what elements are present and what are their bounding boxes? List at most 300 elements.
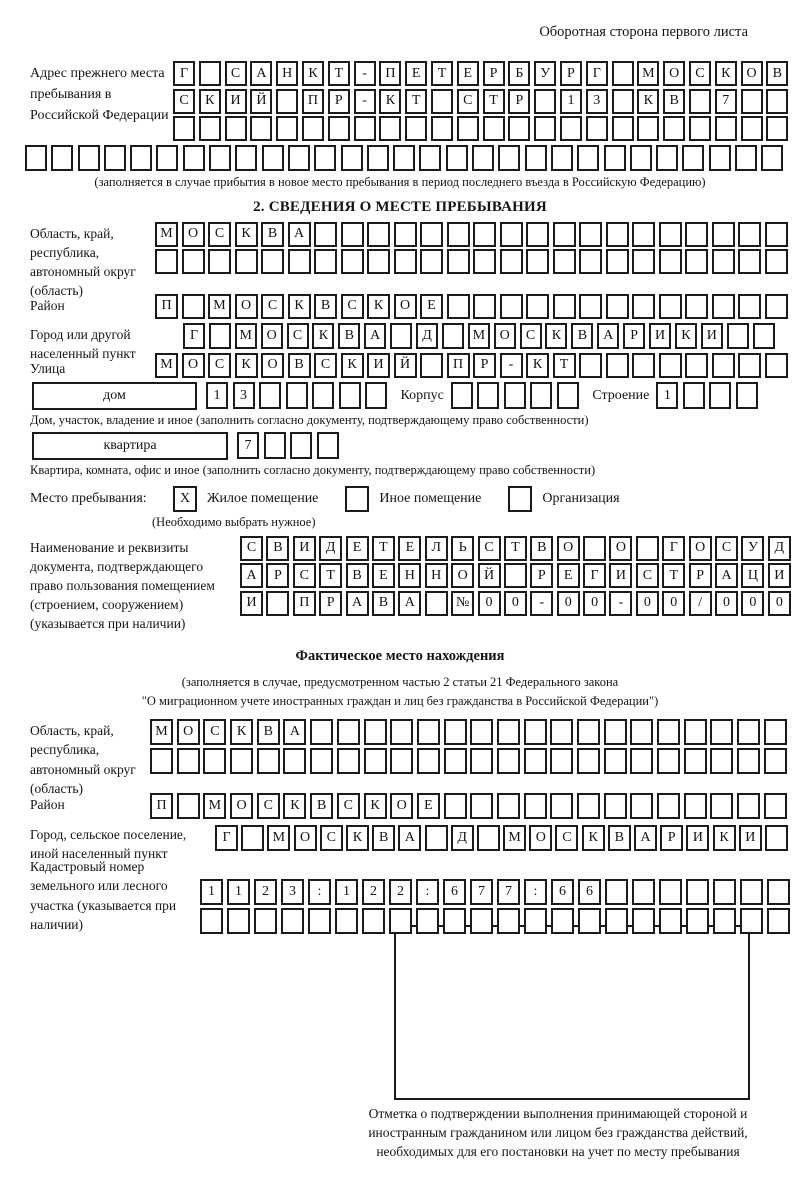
char-box[interactable]: Р — [319, 591, 342, 616]
char-box[interactable]: С — [320, 825, 343, 851]
char-box[interactable] — [314, 222, 337, 247]
char-box[interactable]: С — [689, 61, 711, 86]
char-box[interactable] — [712, 249, 735, 274]
char-box[interactable]: Д — [768, 536, 791, 561]
char-box[interactable]: О — [261, 323, 283, 349]
char-box[interactable] — [715, 116, 737, 141]
char-box[interactable]: К — [235, 222, 258, 247]
char-box[interactable] — [577, 145, 599, 171]
char-box[interactable]: В — [266, 536, 289, 561]
char-box[interactable]: О — [261, 353, 284, 378]
char-box[interactable] — [553, 249, 576, 274]
char-box[interactable]: Р — [560, 61, 582, 86]
char-box[interactable]: И — [225, 89, 247, 114]
char-box[interactable]: О — [663, 61, 685, 86]
char-box[interactable]: О — [689, 536, 712, 561]
char-box[interactable]: В — [571, 323, 593, 349]
char-box[interactable]: / — [689, 591, 712, 616]
char-box[interactable] — [764, 793, 787, 819]
char-box[interactable]: О — [294, 825, 317, 851]
char-box[interactable] — [425, 825, 448, 851]
char-box[interactable] — [51, 145, 73, 171]
char-box[interactable]: В — [608, 825, 631, 851]
char-box[interactable] — [710, 748, 733, 774]
char-box[interactable]: Т — [483, 89, 505, 114]
char-box[interactable]: Г — [586, 61, 608, 86]
char-box[interactable] — [500, 249, 523, 274]
char-box[interactable] — [504, 382, 526, 409]
char-box[interactable]: С — [636, 563, 659, 588]
char-box[interactable] — [551, 908, 574, 934]
char-box[interactable]: О — [609, 536, 632, 561]
char-box[interactable] — [367, 145, 389, 171]
char-box[interactable] — [328, 116, 350, 141]
char-box[interactable] — [182, 294, 205, 319]
char-box[interactable]: С — [287, 323, 309, 349]
char-box[interactable] — [314, 249, 337, 274]
char-box[interactable]: С — [337, 793, 360, 819]
char-box[interactable] — [741, 89, 763, 114]
char-box[interactable] — [283, 748, 306, 774]
char-box[interactable]: Й — [250, 89, 272, 114]
char-box[interactable] — [425, 591, 448, 616]
char-box[interactable]: В — [530, 536, 553, 561]
char-box[interactable] — [173, 116, 195, 141]
char-box[interactable] — [420, 353, 443, 378]
char-box[interactable]: Д — [319, 536, 342, 561]
char-box[interactable]: А — [346, 591, 369, 616]
char-box[interactable]: 1 — [227, 879, 250, 905]
char-box[interactable]: В — [314, 294, 337, 319]
char-box[interactable]: Г — [583, 563, 606, 588]
char-box[interactable]: О — [741, 61, 763, 86]
char-box[interactable]: К — [582, 825, 605, 851]
char-box[interactable]: А — [715, 563, 738, 588]
char-box[interactable]: П — [155, 294, 178, 319]
char-box[interactable]: 6 — [551, 879, 574, 905]
char-box[interactable] — [473, 222, 496, 247]
char-box[interactable]: 7 — [497, 879, 520, 905]
char-box[interactable] — [761, 145, 783, 171]
char-box[interactable] — [419, 145, 441, 171]
char-box[interactable]: Т — [372, 536, 395, 561]
char-box[interactable] — [477, 382, 499, 409]
char-box[interactable] — [104, 145, 126, 171]
char-box[interactable] — [25, 145, 47, 171]
char-box[interactable]: В — [257, 719, 280, 745]
char-box[interactable] — [470, 719, 493, 745]
char-box[interactable] — [712, 294, 735, 319]
char-box[interactable]: 1 — [335, 879, 358, 905]
char-box[interactable] — [560, 116, 582, 141]
char-box[interactable]: 1 — [200, 879, 223, 905]
char-box[interactable]: К — [715, 61, 737, 86]
char-box[interactable]: Т — [431, 61, 453, 86]
char-box[interactable] — [765, 222, 788, 247]
char-box[interactable]: М — [155, 222, 178, 247]
char-box[interactable] — [632, 908, 655, 934]
char-box[interactable]: Г — [173, 61, 195, 86]
char-box[interactable] — [337, 748, 360, 774]
char-box[interactable] — [604, 719, 627, 745]
char-box[interactable]: С — [225, 61, 247, 86]
char-box[interactable]: С — [261, 294, 284, 319]
char-box[interactable]: О — [230, 793, 253, 819]
char-box[interactable] — [657, 793, 680, 819]
char-box[interactable] — [367, 222, 390, 247]
char-box[interactable] — [765, 294, 788, 319]
char-box[interactable] — [524, 719, 547, 745]
char-box[interactable]: В — [766, 61, 788, 86]
char-box[interactable] — [686, 908, 709, 934]
char-box[interactable] — [177, 793, 200, 819]
char-box[interactable]: Ц — [741, 563, 764, 588]
char-box[interactable]: О — [182, 222, 205, 247]
char-box[interactable]: В — [346, 563, 369, 588]
char-box[interactable] — [477, 825, 500, 851]
char-box[interactable] — [497, 908, 520, 934]
char-box[interactable] — [457, 116, 479, 141]
char-box[interactable]: - — [530, 591, 553, 616]
char-box[interactable] — [764, 719, 787, 745]
char-box[interactable]: А — [240, 563, 263, 588]
char-box[interactable] — [390, 719, 413, 745]
char-box[interactable]: 2 — [362, 879, 385, 905]
char-box[interactable]: К — [312, 323, 334, 349]
char-box[interactable]: К — [637, 89, 659, 114]
char-box[interactable]: О — [394, 294, 417, 319]
char-box[interactable] — [685, 294, 708, 319]
char-box[interactable] — [364, 748, 387, 774]
char-box[interactable] — [442, 323, 464, 349]
char-box[interactable]: К — [675, 323, 697, 349]
char-box[interactable] — [685, 353, 708, 378]
char-box[interactable] — [497, 793, 520, 819]
char-box[interactable]: М — [155, 353, 178, 378]
char-box[interactable]: 7 — [470, 879, 493, 905]
char-box[interactable] — [604, 793, 627, 819]
char-box[interactable]: В — [288, 353, 311, 378]
char-box[interactable] — [257, 748, 280, 774]
char-box[interactable] — [266, 591, 289, 616]
char-box[interactable]: О — [451, 563, 474, 588]
char-box[interactable]: А — [364, 323, 386, 349]
char-box[interactable]: А — [597, 323, 619, 349]
char-box[interactable]: О — [529, 825, 552, 851]
char-box[interactable] — [302, 116, 324, 141]
char-box[interactable] — [710, 719, 733, 745]
char-box[interactable]: У — [741, 536, 764, 561]
char-box[interactable] — [740, 908, 763, 934]
char-box[interactable]: 1 — [656, 382, 678, 409]
char-box[interactable]: К — [283, 793, 306, 819]
char-box[interactable]: : — [416, 879, 439, 905]
char-box[interactable] — [764, 748, 787, 774]
char-box[interactable] — [682, 145, 704, 171]
char-box[interactable] — [444, 748, 467, 774]
char-box[interactable] — [526, 249, 549, 274]
char-box[interactable] — [689, 116, 711, 141]
char-box[interactable] — [738, 353, 761, 378]
char-box[interactable] — [632, 879, 655, 905]
char-box[interactable]: С — [208, 353, 231, 378]
char-box[interactable] — [765, 249, 788, 274]
char-box[interactable]: 1 — [560, 89, 582, 114]
char-box[interactable] — [200, 908, 223, 934]
char-box[interactable] — [497, 719, 520, 745]
char-box[interactable]: К — [341, 353, 364, 378]
char-box[interactable]: М — [150, 719, 173, 745]
char-box[interactable] — [420, 222, 443, 247]
char-box[interactable] — [737, 719, 760, 745]
char-box[interactable]: 3 — [281, 879, 304, 905]
char-box[interactable] — [659, 353, 682, 378]
char-box[interactable] — [586, 116, 608, 141]
char-box[interactable] — [766, 116, 788, 141]
char-box[interactable]: Т — [504, 536, 527, 561]
char-box[interactable] — [550, 793, 573, 819]
char-box[interactable] — [241, 825, 264, 851]
char-box[interactable] — [341, 222, 364, 247]
char-box[interactable]: 1 — [206, 382, 228, 409]
char-box[interactable]: И — [609, 563, 632, 588]
char-box[interactable]: 0 — [478, 591, 501, 616]
char-box[interactable] — [470, 908, 493, 934]
char-box[interactable] — [663, 116, 685, 141]
char-box[interactable] — [740, 879, 763, 905]
char-box[interactable] — [659, 908, 682, 934]
char-box[interactable]: С — [293, 563, 316, 588]
char-box[interactable]: : — [524, 879, 547, 905]
char-box[interactable]: М — [235, 323, 257, 349]
char-box[interactable]: Е — [457, 61, 479, 86]
char-box[interactable] — [765, 353, 788, 378]
char-box[interactable] — [367, 249, 390, 274]
char-box[interactable]: 0 — [715, 591, 738, 616]
char-box[interactable] — [417, 719, 440, 745]
char-box[interactable] — [317, 432, 339, 459]
char-box[interactable]: К — [199, 89, 221, 114]
char-box[interactable] — [497, 748, 520, 774]
char-box[interactable] — [250, 116, 272, 141]
char-box[interactable] — [335, 908, 358, 934]
char-box[interactable] — [310, 719, 333, 745]
char-box[interactable]: И — [367, 353, 390, 378]
char-box[interactable] — [524, 793, 547, 819]
char-box[interactable]: С — [257, 793, 280, 819]
char-box[interactable] — [727, 323, 749, 349]
char-box[interactable] — [365, 382, 387, 409]
char-box[interactable]: Л — [425, 536, 448, 561]
char-box[interactable] — [550, 719, 573, 745]
char-box[interactable]: № — [451, 591, 474, 616]
char-box[interactable]: Р — [660, 825, 683, 851]
char-box[interactable] — [177, 748, 200, 774]
char-box[interactable] — [656, 145, 678, 171]
char-box[interactable] — [579, 222, 602, 247]
char-box[interactable]: 7 — [715, 89, 737, 114]
char-box[interactable]: 2 — [389, 879, 412, 905]
char-box[interactable] — [130, 145, 152, 171]
char-box[interactable] — [683, 382, 705, 409]
char-box[interactable] — [534, 116, 556, 141]
char-box[interactable]: М — [267, 825, 290, 851]
char-box[interactable] — [636, 536, 659, 561]
char-box[interactable]: С — [457, 89, 479, 114]
char-box[interactable] — [470, 793, 493, 819]
char-box[interactable] — [637, 116, 659, 141]
char-box[interactable]: В — [310, 793, 333, 819]
char-box[interactable] — [416, 908, 439, 934]
char-box[interactable] — [657, 748, 680, 774]
char-box[interactable] — [308, 908, 331, 934]
char-box[interactable] — [312, 382, 334, 409]
char-box[interactable] — [686, 879, 709, 905]
char-box[interactable]: О — [182, 353, 205, 378]
char-box[interactable]: Р — [328, 89, 350, 114]
char-box[interactable] — [203, 748, 226, 774]
char-box[interactable]: И — [701, 323, 723, 349]
char-box[interactable] — [612, 61, 634, 86]
char-box[interactable]: К — [302, 61, 324, 86]
char-box[interactable] — [394, 222, 417, 247]
char-box[interactable]: Д — [416, 323, 438, 349]
char-box[interactable]: Т — [405, 89, 427, 114]
char-box[interactable] — [632, 249, 655, 274]
char-box[interactable]: М — [203, 793, 226, 819]
char-box[interactable] — [606, 353, 629, 378]
char-box[interactable]: Р — [508, 89, 530, 114]
char-box[interactable] — [606, 222, 629, 247]
char-box[interactable]: Е — [417, 793, 440, 819]
char-box[interactable] — [630, 719, 653, 745]
char-box[interactable] — [525, 145, 547, 171]
char-box[interactable]: Р — [266, 563, 289, 588]
char-box[interactable]: Т — [319, 563, 342, 588]
char-box[interactable] — [182, 249, 205, 274]
char-box[interactable]: - — [500, 353, 523, 378]
char-box[interactable]: В — [261, 222, 284, 247]
char-box[interactable] — [504, 563, 527, 588]
char-box[interactable] — [767, 879, 790, 905]
char-box[interactable] — [199, 116, 221, 141]
char-box[interactable] — [606, 294, 629, 319]
char-box[interactable]: : — [308, 879, 331, 905]
char-box[interactable]: С — [314, 353, 337, 378]
char-box[interactable]: П — [302, 89, 324, 114]
char-box[interactable] — [737, 793, 760, 819]
char-box[interactable] — [199, 61, 221, 86]
char-box[interactable] — [446, 145, 468, 171]
char-box[interactable]: К — [346, 825, 369, 851]
char-box[interactable] — [553, 222, 576, 247]
char-box[interactable]: С — [555, 825, 578, 851]
char-box[interactable]: К — [379, 89, 401, 114]
char-box[interactable] — [738, 294, 761, 319]
char-box[interactable] — [341, 145, 363, 171]
char-box[interactable]: К — [367, 294, 390, 319]
char-box[interactable]: О — [177, 719, 200, 745]
char-box[interactable]: Р — [483, 61, 505, 86]
char-box[interactable] — [632, 222, 655, 247]
char-box[interactable] — [447, 249, 470, 274]
char-box[interactable] — [766, 89, 788, 114]
char-box[interactable]: Т — [553, 353, 576, 378]
char-box[interactable]: С — [203, 719, 226, 745]
char-box[interactable] — [390, 748, 413, 774]
char-box[interactable]: М — [468, 323, 490, 349]
char-box[interactable] — [685, 249, 708, 274]
char-box[interactable]: М — [503, 825, 526, 851]
checkbox-zhiloe-pomeshchenie[interactable]: X — [173, 486, 197, 512]
char-box[interactable]: Д — [451, 825, 474, 851]
char-box[interactable] — [577, 719, 600, 745]
char-box[interactable]: Р — [689, 563, 712, 588]
char-box[interactable]: Г — [183, 323, 205, 349]
char-box[interactable] — [684, 748, 707, 774]
char-box[interactable] — [431, 89, 453, 114]
char-box[interactable] — [577, 793, 600, 819]
char-box[interactable]: Т — [662, 563, 685, 588]
char-box[interactable]: О — [494, 323, 516, 349]
char-box[interactable] — [753, 323, 775, 349]
char-box[interactable]: П — [379, 61, 401, 86]
char-box[interactable] — [235, 249, 258, 274]
char-box[interactable]: Е — [398, 536, 421, 561]
char-box[interactable] — [390, 323, 412, 349]
char-box[interactable] — [498, 145, 520, 171]
char-box[interactable] — [227, 908, 250, 934]
char-box[interactable] — [578, 908, 601, 934]
char-box[interactable]: 0 — [636, 591, 659, 616]
char-box[interactable]: 6 — [578, 879, 601, 905]
char-box[interactable] — [447, 222, 470, 247]
char-box[interactable]: О — [390, 793, 413, 819]
char-box[interactable]: Ь — [451, 536, 474, 561]
char-box[interactable]: В — [338, 323, 360, 349]
char-box[interactable] — [364, 719, 387, 745]
char-box[interactable] — [604, 145, 626, 171]
char-box[interactable]: Б — [508, 61, 530, 86]
char-box[interactable]: Т — [328, 61, 350, 86]
char-box[interactable] — [417, 748, 440, 774]
char-box[interactable] — [604, 748, 627, 774]
char-box[interactable] — [659, 294, 682, 319]
char-box[interactable] — [508, 116, 530, 141]
char-box[interactable] — [286, 382, 308, 409]
char-box[interactable]: А — [288, 222, 311, 247]
char-box[interactable] — [262, 145, 284, 171]
char-box[interactable]: Р — [623, 323, 645, 349]
char-box[interactable]: К — [545, 323, 567, 349]
char-box[interactable]: П — [447, 353, 470, 378]
char-box[interactable]: - — [609, 591, 632, 616]
char-box[interactable] — [738, 249, 761, 274]
char-box[interactable]: А — [283, 719, 306, 745]
char-box[interactable] — [712, 353, 735, 378]
char-box[interactable] — [235, 145, 257, 171]
char-box[interactable]: Р — [530, 563, 553, 588]
char-box[interactable]: М — [637, 61, 659, 86]
char-box[interactable] — [341, 249, 364, 274]
char-box[interactable]: 0 — [583, 591, 606, 616]
char-box[interactable] — [583, 536, 606, 561]
char-box[interactable] — [657, 719, 680, 745]
char-box[interactable]: Г — [215, 825, 238, 851]
char-box[interactable] — [767, 908, 790, 934]
char-box[interactable]: И — [739, 825, 762, 851]
char-box[interactable] — [281, 908, 304, 934]
